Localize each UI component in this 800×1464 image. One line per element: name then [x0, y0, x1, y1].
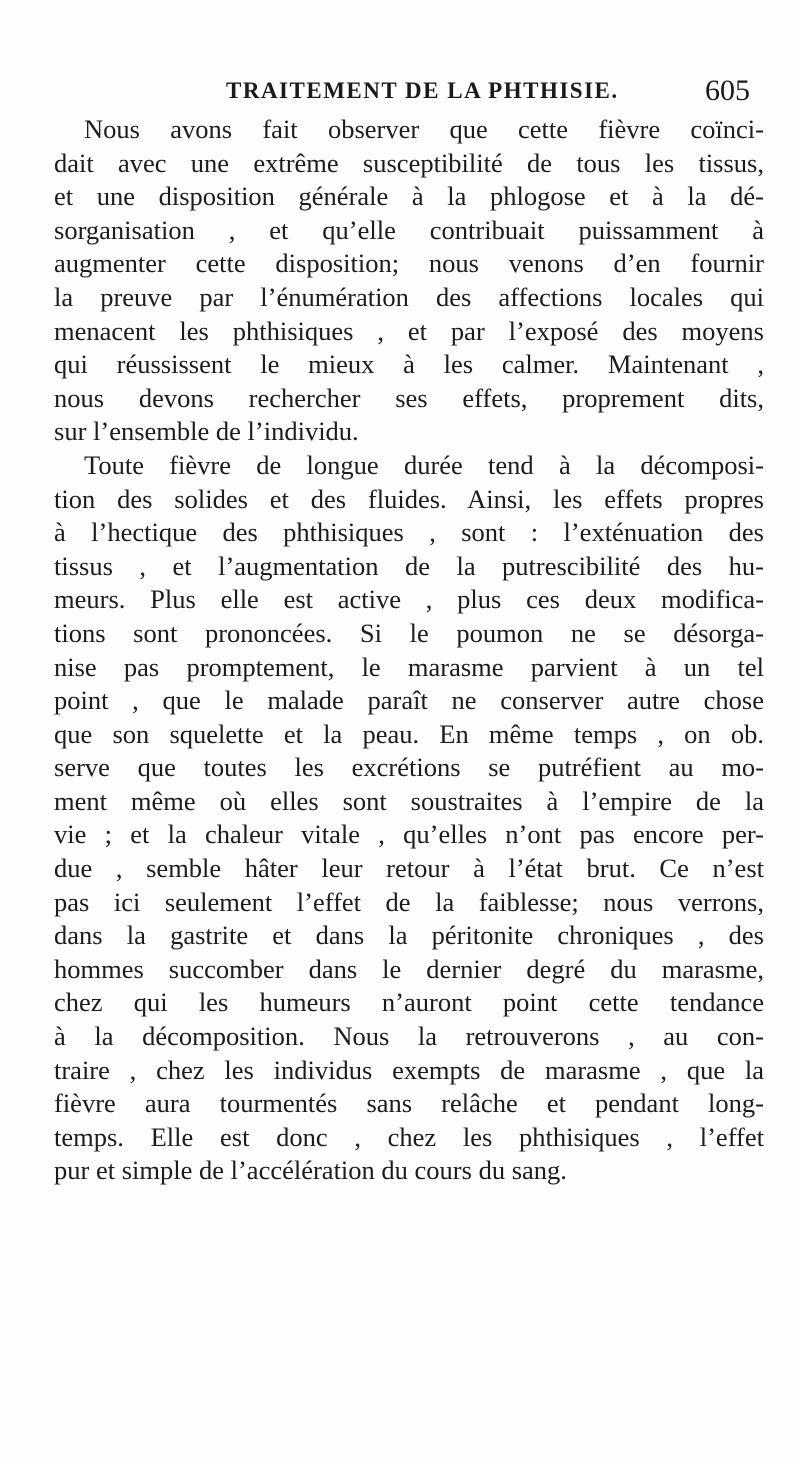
text-line: à la décomposition. Nous la retrouverons , au con- — [54, 1021, 764, 1052]
running-title: TRAITEMENT DE LA PHTHISIE. — [226, 78, 619, 103]
text-line: nise pas promptement, le marasme parvient à un tel — [54, 651, 764, 682]
text-line: tion des solides et des fluides. Ainsi, les effets propres — [54, 483, 764, 514]
text-line: traire , chez les individus exempts de marasme , que la — [54, 1054, 764, 1085]
text-line: qui réussissent le mieux à les calmer. Maintenant , — [54, 349, 764, 380]
text-line: Toute fièvre de longue durée tend à la décomposi- — [84, 449, 764, 480]
text-line: due , semble hâter leur retour à l’état brut. Ce n’est — [54, 853, 764, 884]
text-line: Nous avons fait observer que cette fièvre coïnci- — [84, 114, 764, 144]
text-line: que son squelette et la peau. En même temps , on ob. — [54, 718, 764, 749]
text-line: à l’hectique des phthisiques , sont : l’exténuation des — [54, 517, 764, 548]
text-line: sorganisation , et qu’elle contribuait puissamment à — [54, 214, 764, 245]
text-line: sur l’ensemble de l’individu. — [54, 416, 359, 447]
text-line: et une disposition générale à la phlogose et à la dé- — [54, 181, 764, 212]
body-text — [54, 113, 764, 1188]
text-line: pas ici seulement l’effet de la faiblesse; nous verrons, — [54, 886, 764, 917]
text-line: dait avec une extrême susceptibilité de tous les tissus, — [54, 147, 764, 178]
paragraph-1 — [54, 113, 764, 449]
text-line: pur et simple de l’accélération du cours du sang. — [54, 1155, 567, 1186]
text-line: augmenter cette disposition; nous venons d’en fournir — [54, 248, 764, 279]
text-line: fièvre aura tourmentés sans relâche et pendant long- — [54, 1088, 764, 1119]
text-line: tions sont prononcées. Si le poumon ne se désorga- — [54, 617, 764, 648]
paragraph-2 — [54, 449, 764, 1188]
text-line: ment même où elles sont soustraites à l’empire de la — [54, 785, 764, 816]
text-line: menacent les phthisiques , et par l’exposé des moyens — [54, 315, 764, 346]
text-line: la preuve par l’énumération des affections locales qui — [54, 281, 764, 312]
text-line: temps. Elle est donc , chez les phthisiques , l’effet — [54, 1121, 764, 1152]
text-line: nous devons rechercher ses effets, proprement dits, — [54, 382, 764, 413]
text-line: meurs. Plus elle est active , plus ces deux modifica- — [54, 584, 764, 615]
text-line: serve que toutes les excrétions se putréfient au mo- — [54, 752, 764, 783]
page-number: 605 — [705, 74, 750, 107]
text-line: hommes succomber dans le dernier degré du marasme, — [54, 953, 764, 984]
text-line: chez qui les humeurs n’auront point cette tendance — [54, 987, 764, 1018]
text-line: point , que le malade paraît ne conserver autre chose — [54, 685, 764, 716]
text-line: vie ; et la chaleur vitale , qu’elles n’ont pas encore per- — [54, 819, 764, 850]
text-line: tissus , et l’augmentation de la putrescibilité des hu- — [54, 550, 764, 581]
text-line: dans la gastrite et dans la péritonite chroniques , des — [54, 920, 764, 951]
